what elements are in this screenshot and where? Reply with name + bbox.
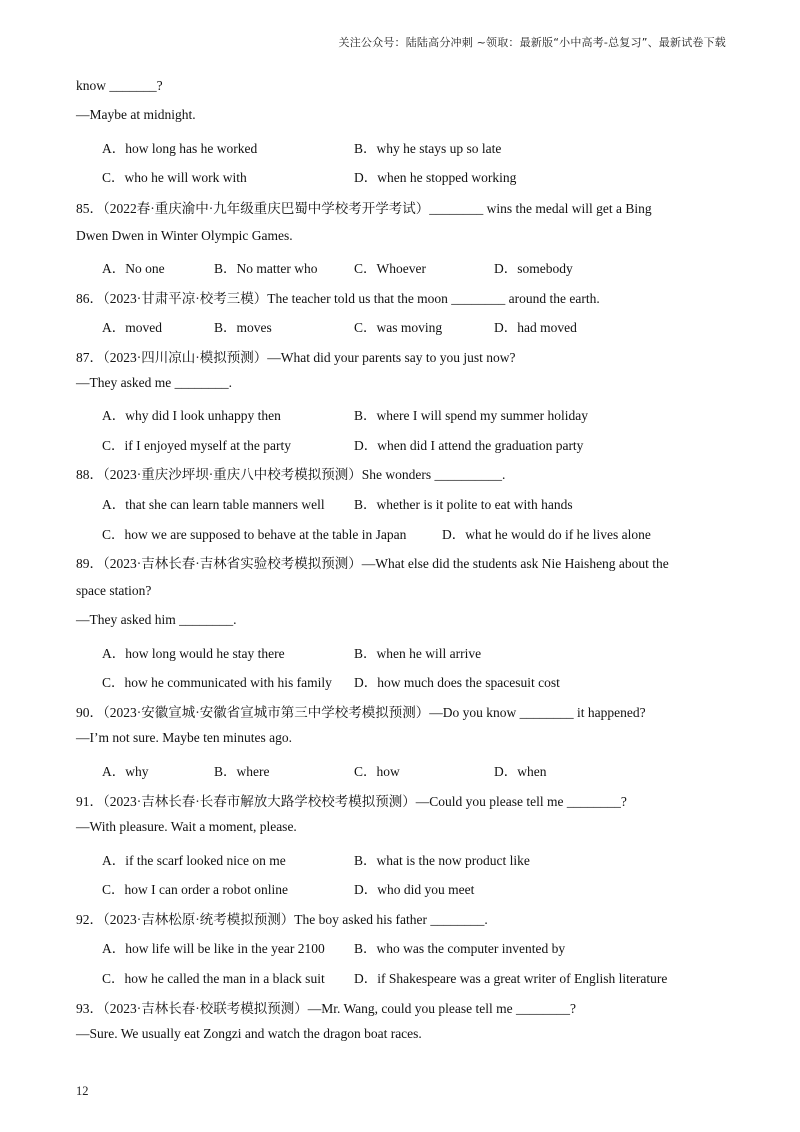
- option-a: A．moved: [102, 320, 162, 335]
- option-c: C．how: [354, 764, 400, 779]
- answer-line: —I’m not sure. Maybe ten minutes ago.: [76, 730, 292, 745]
- option-a: A．No one: [102, 261, 165, 276]
- option-c: C．how he communicated with his family: [102, 675, 332, 690]
- option-d: D．how much does the spacesuit cost: [354, 675, 560, 690]
- page-header: 关注公众号：陆陆高分冲刺 ~领取：最新版“小中高考-总复习”、最新试卷下载: [338, 36, 726, 49]
- question-85: 85．（2022春·重庆渝中·九年级重庆巴蜀中学校考开学考试）________ wins the medal will get a Bing: [76, 201, 652, 216]
- option-d: D．if Shakespeare was a great writer of English literature: [354, 971, 668, 986]
- question-text-line: space station?: [76, 583, 152, 598]
- option-b: B．whether is it polite to eat with hands: [354, 497, 573, 512]
- question-text-line: Dwen Dwen in Winter Olympic Games.: [76, 228, 293, 243]
- option-c: C．was moving: [354, 320, 443, 335]
- option-a: A．why did I look unhappy then: [102, 408, 281, 423]
- question-91: 91．（2023·吉林长春·长春市解放大路学校校考模拟预测）—Could you please tell me ________?: [76, 794, 627, 809]
- answer-line: —They asked him ________.: [76, 612, 237, 627]
- option-a: A．why: [102, 764, 149, 779]
- answer-line: —Sure. We usually eat Zongzi and watch the dragon boat races.: [76, 1026, 422, 1041]
- page-number: 12: [76, 1084, 89, 1098]
- answer-line: —Maybe at midnight.: [76, 107, 196, 122]
- option-c: C．Whoever: [354, 261, 426, 276]
- answer-line: —With pleasure. Wait a moment, please.: [76, 819, 297, 834]
- option-a: A．that she can learn table manners well: [102, 497, 325, 512]
- option-b: B．who was the computer invented by: [354, 941, 566, 956]
- option-a: A．how life will be like in the year 2100: [102, 941, 325, 956]
- option-a: A．how long would he stay there: [102, 646, 285, 661]
- question-86: 86．（2023·甘肃平凉·校考三模）The teacher told us that the moon ________ around the earth.: [76, 291, 600, 306]
- option-a: A．if the scarf looked nice on me: [102, 853, 286, 868]
- question-87: 87．（2023·四川凉山·模拟预测）—What did your parents say to you just now?: [76, 350, 516, 365]
- option-b: B．why he stays up so late: [354, 141, 502, 156]
- option-d: D．had moved: [494, 320, 577, 335]
- answer-line: —They asked me ________.: [76, 375, 232, 390]
- option-c: C．how we are supposed to behave at the table in Japan: [102, 527, 407, 542]
- option-a: A．how long has he worked: [102, 141, 258, 156]
- option-d: D．somebody: [494, 261, 573, 276]
- option-c: C．if I enjoyed myself at the party: [102, 438, 291, 453]
- question-93: 93．（2023·吉林长春·校联考模拟预测）—Mr. Wang, could you please tell me ________?: [76, 1001, 576, 1016]
- option-c: C．who he will work with: [102, 170, 247, 185]
- option-d: D．when: [494, 764, 547, 779]
- option-d: D．who did you meet: [354, 882, 475, 897]
- option-b: B．where: [214, 764, 270, 779]
- option-d: D．when he stopped working: [354, 170, 517, 185]
- option-b: B．where I will spend my summer holiday: [354, 408, 588, 423]
- question-92: 92．（2023·吉林松原·统考模拟预测）The boy asked his father ________.: [76, 912, 488, 927]
- option-c: C．how I can order a robot online: [102, 882, 288, 897]
- option-d: D．what he would do if he lives alone: [442, 527, 651, 542]
- question-text-line: know _______?: [76, 78, 163, 93]
- option-b: B．No matter who: [214, 261, 318, 276]
- option-b: B．what is the now product like: [354, 853, 530, 868]
- option-d: D．when did I attend the graduation party: [354, 438, 584, 453]
- question-89: 89．（2023·吉林长春·吉林省实验校考模拟预测）—What else did the students ask Nie Haisheng about the: [76, 556, 669, 571]
- option-c: C．how he called the man in a black suit: [102, 971, 325, 986]
- option-b: B．when he will arrive: [354, 646, 482, 661]
- question-90: 90．（2023·安徽宣城·安徽省宣城市第三中学校考模拟预测）—Do you know ________ it happened?: [76, 705, 646, 720]
- question-88: 88．（2023·重庆沙坪坝·重庆八中校考模拟预测）She wonders __________.: [76, 467, 506, 482]
- option-b: B．moves: [214, 320, 272, 335]
